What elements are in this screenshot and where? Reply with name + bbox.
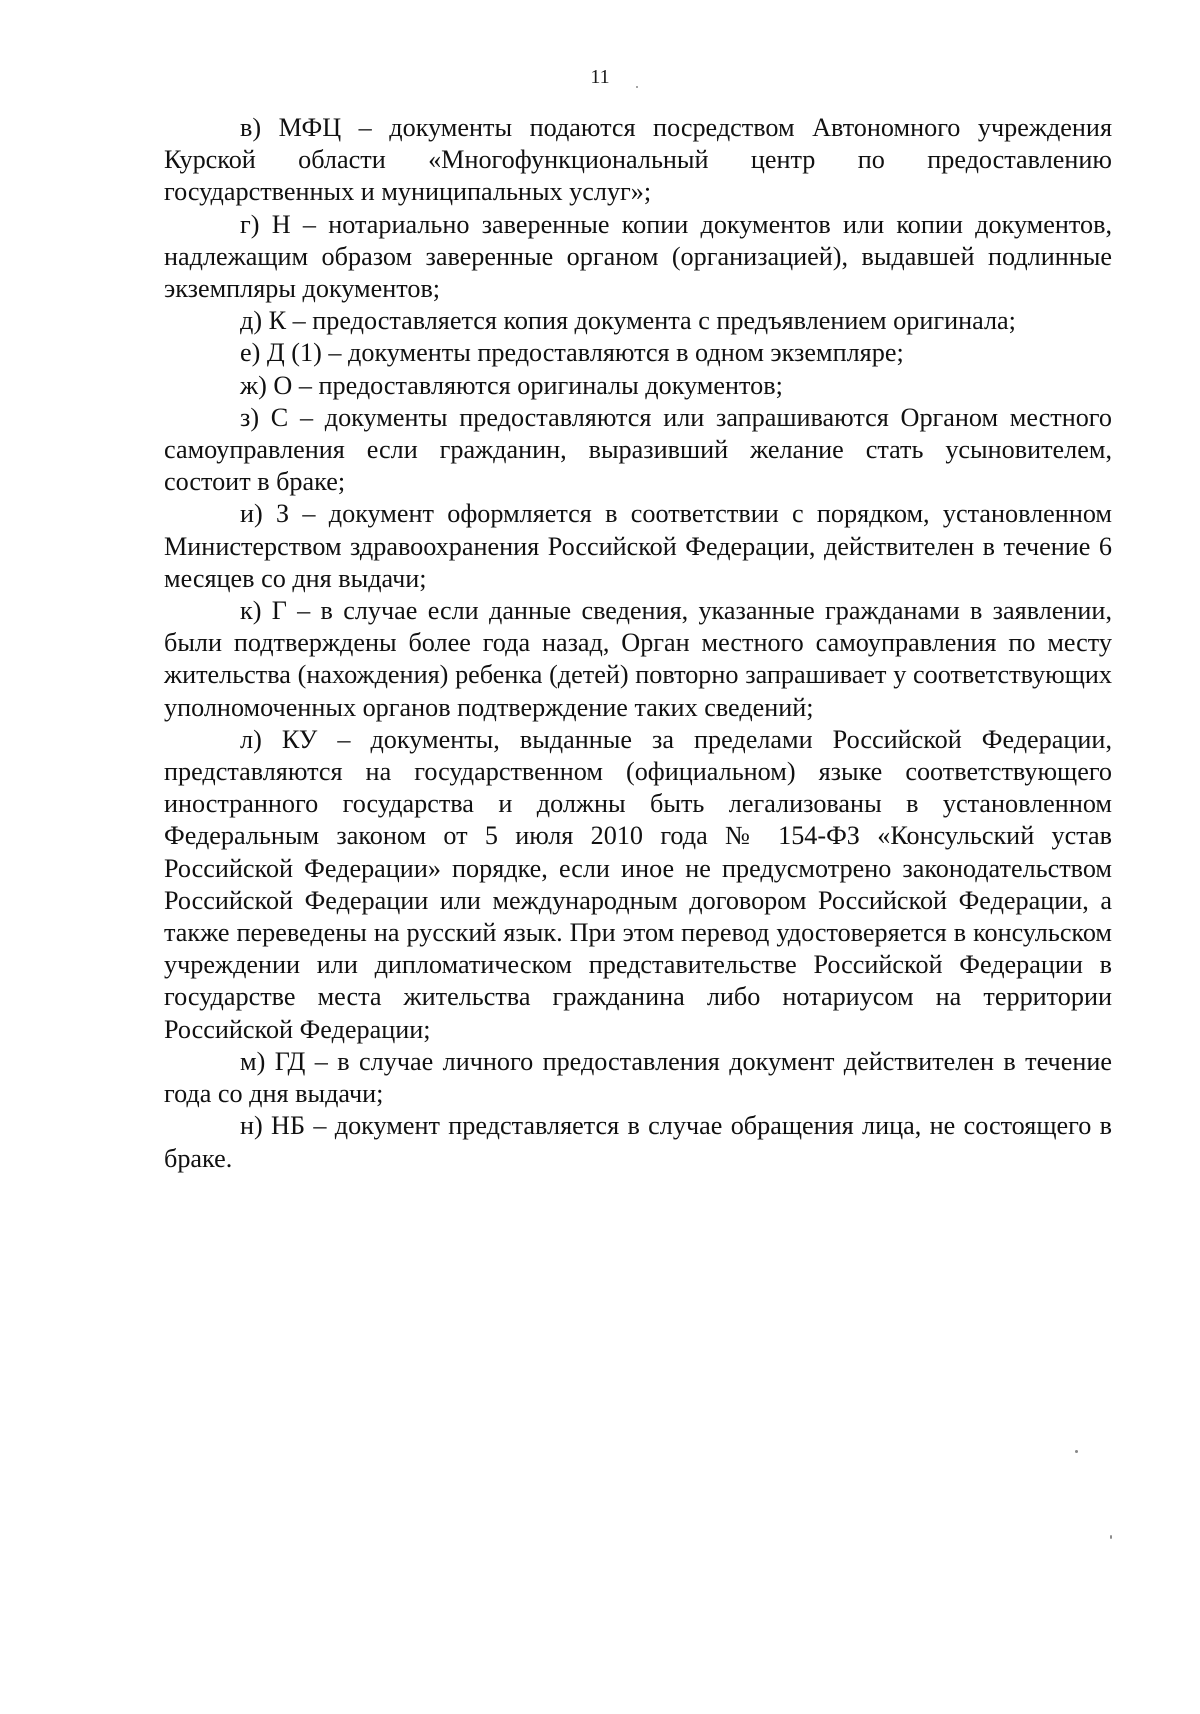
paragraph-m-gd: м) ГД – в случае личного предоставления документ действителен в течение года со дня выдачи;	[164, 1046, 1112, 1109]
paragraph-v-mfc: в) МФЦ – документы подаются посредством Автономного учреждения Курской области «Многофункциональный центр по предоставлению государственных и муниципальных услуг»;	[164, 113, 1112, 207]
paragraph-zh-o: ж) О – предоставляются оригиналы документов;	[240, 370, 783, 400]
document-body	[164, 112, 1112, 1175]
scan-speck	[1075, 1450, 1078, 1453]
paragraph-k-g: к) Г – в случае если данные сведения, указанные гражданами в заявлении, были подтверждены более года назад, Орган местного самоуправления по месту жительства (нахождения) ребенка (детей) повторно запрашивает у соответствующих уполномоченных органов подтверждение таких сведений;	[164, 596, 1112, 722]
paragraph-z-s: з) С – документы предоставляются или запрашиваются Органом местного самоуправления если гражданин, выразивший желание стать усыновителем, состоит в браке;	[164, 402, 1112, 497]
paragraph-l-ku: л) КУ – документы, выданные за пределами Российской Федерации, представляются на государственном (официальном) языке соответствующего иностранного государства и должны быть легализованы в установленном Федеральным законом от 5 июля 2010 года № 154-ФЗ «Консульский устав Российской Федерации» порядке, если иное не предусмотрено законодательством Российской Федерации или международным договором Российской Федерации, а также переведены на русский язык. При этом перевод удостоверяется в консульском учреждении или дипломатическом представительстве Российской Федерации в государстве места жительства гражданина либо нотариусом на территории Российской Федерации;	[164, 724, 1112, 1044]
paragraph-d-k: д) К – предоставляется копия документа с предъявлением оригинала;	[240, 306, 1016, 336]
paragraph-e-d1: е) Д (1) – документы предоставляются в одном экземпляре;	[240, 338, 904, 368]
scan-speck	[636, 86, 638, 88]
page-number: 11	[590, 66, 610, 88]
paragraph-i-z: и) З – документ оформляется в соответствии с порядком, установленном Министерством здравоохранения Российской Федерации, действителен в течение 6 месяцев со дня выдачи;	[164, 499, 1112, 593]
paragraph-g-n: г) Н – нотариально заверенные копии документов или копии документов, надлежащим образом заверенные органом (организацией), выдавшей подлинные экземпляры документов;	[164, 209, 1112, 304]
scan-speck	[1110, 1535, 1112, 1539]
paragraph-n-nb: н) НБ – документ представляется в случае обращения лица, не состоящего в браке.	[164, 1111, 1112, 1173]
